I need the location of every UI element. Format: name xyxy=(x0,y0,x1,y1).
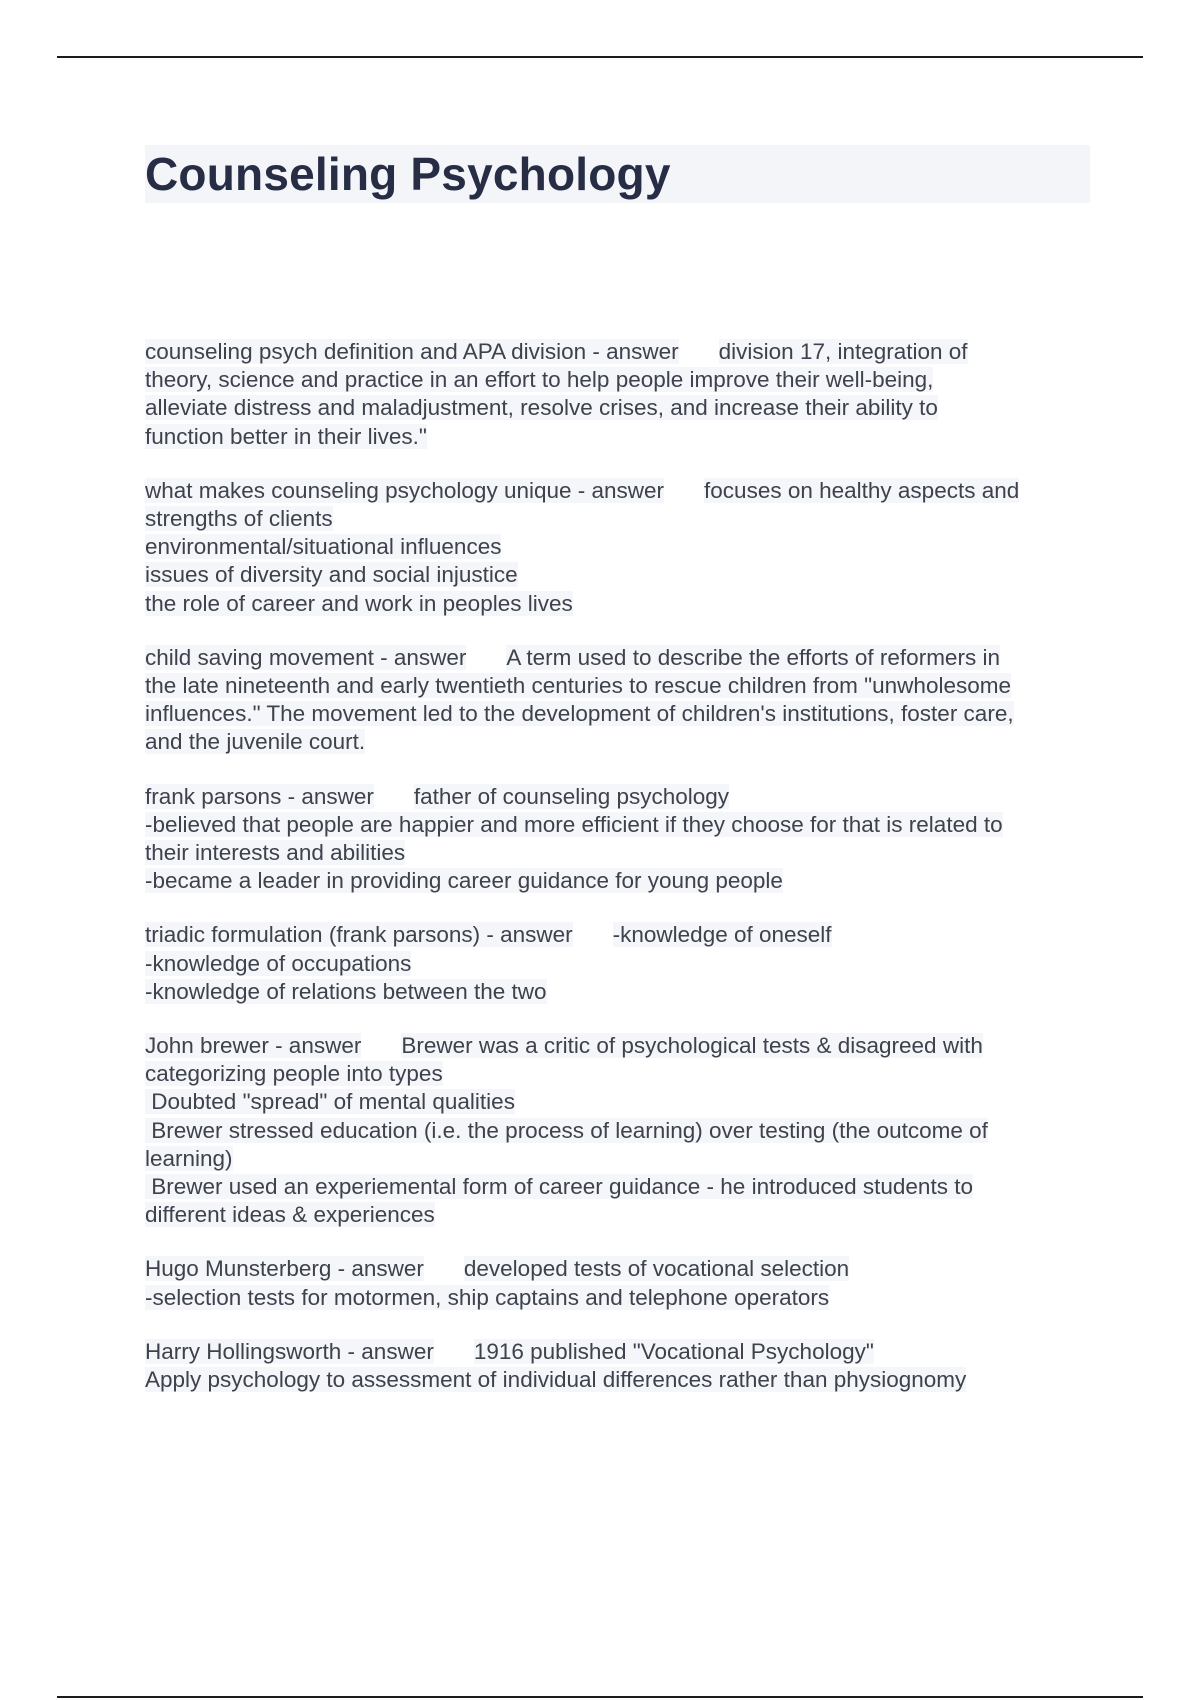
card-answer-line: Brewer stressed education (i.e. the process of learning) over testing (the outcome of xyxy=(145,1117,988,1143)
card-answer-line: -believed that people are happier and more efficient if they choose for that is related to xyxy=(145,811,1003,837)
card-answer-line: -became a leader in providing career guidance for young people xyxy=(145,868,783,894)
card-answer-line: Brewer used an experiemental form of career guidance - he introduced students to xyxy=(145,1174,973,1200)
card-answer-line: developed tests of vocational selection xyxy=(463,1256,850,1282)
card-term: Hugo Munsterberg - answer xyxy=(145,1256,424,1282)
flashcard xyxy=(145,1032,1090,1229)
card-answer-line: issues of diversity and social injustice xyxy=(145,562,518,588)
flashcard xyxy=(145,477,1090,618)
flashcard xyxy=(145,783,1090,896)
card-term: child saving movement - answer xyxy=(145,644,467,670)
card-first-line xyxy=(145,338,1090,366)
card-answer-line: and the juvenile court. xyxy=(145,729,366,755)
card-term: what makes counseling psychology unique - answer xyxy=(145,477,665,503)
card-first-line xyxy=(145,477,1090,505)
card-answer-line: 1916 published "Vocational Psychology" xyxy=(473,1338,874,1364)
card-first-line xyxy=(145,783,1090,811)
card-first-line xyxy=(145,1032,1090,1060)
card-term: John brewer - answer xyxy=(145,1033,362,1059)
card-answer-line: learning) xyxy=(145,1145,233,1171)
card-answer-line: father of counseling psychology xyxy=(413,783,730,809)
flashcard xyxy=(145,338,1090,451)
card-answer-line: -knowledge of occupations xyxy=(145,950,412,976)
flashcard xyxy=(145,644,1090,757)
card-answer-line: different ideas & experiences xyxy=(145,1202,435,1228)
card-answer-line: influences." The movement led to the development of children's institutions, foster care, xyxy=(145,701,1014,727)
card-answer-line: theory, science and practice in an effort to help people improve their well-being, xyxy=(145,367,934,393)
flashcard xyxy=(145,1338,1090,1394)
card-term: frank parsons - answer xyxy=(145,783,374,809)
card-answer-line: -knowledge of relations between the two xyxy=(145,978,547,1004)
card-answer-line: Apply psychology to assessment of individual differences rather than physiognomy xyxy=(145,1367,967,1393)
card-first-line xyxy=(145,1255,1090,1283)
card-answer-line: the late nineteenth and early twentieth centuries to rescue children from "unwholesome xyxy=(145,673,1011,699)
card-answer-line: alleviate distress and maladjustment, resolve crises, and increase their ability to xyxy=(145,395,938,421)
flashcard xyxy=(145,921,1090,1006)
card-term: triadic formulation (frank parsons) - answer xyxy=(145,922,573,948)
card-answer-line: division 17, integration of xyxy=(718,339,968,364)
card-answer-line: focuses on healthy aspects and xyxy=(704,477,1020,503)
card-answer-line: function better in their lives." xyxy=(145,423,427,449)
card-answer-line: environmental/situational influences xyxy=(145,534,502,560)
card-first-line xyxy=(145,1338,1090,1366)
card-answer-line: A term used to describe the efforts of reformers in xyxy=(506,644,1000,670)
card-answer-line: strengths of clients xyxy=(145,506,333,532)
top-rule xyxy=(57,56,1143,58)
card-answer-line: -knowledge of oneself xyxy=(612,922,832,948)
card-first-line xyxy=(145,921,1090,949)
card-answer-line: Doubted "spread" of mental qualities xyxy=(145,1089,515,1115)
page-title: Counseling Psychology xyxy=(145,148,671,200)
bottom-rule xyxy=(57,1696,1143,1698)
card-answer-line: -selection tests for motormen, ship captains and telephone operators xyxy=(145,1284,830,1310)
card-term: Harry Hollingsworth - answer xyxy=(145,1338,434,1364)
card-term: counseling psych definition and APA division - answer xyxy=(145,339,679,364)
flashcard-list xyxy=(145,338,1090,1420)
card-answer-line: categorizing people into types xyxy=(145,1061,443,1087)
flashcard xyxy=(145,1255,1090,1311)
card-first-line xyxy=(145,644,1090,672)
card-answer-line: their interests and abilities xyxy=(145,840,406,866)
card-answer-line: the role of career and work in peoples lives xyxy=(145,590,573,616)
card-answer-line: Brewer was a critic of psychological tests & disagreed with xyxy=(401,1033,983,1059)
